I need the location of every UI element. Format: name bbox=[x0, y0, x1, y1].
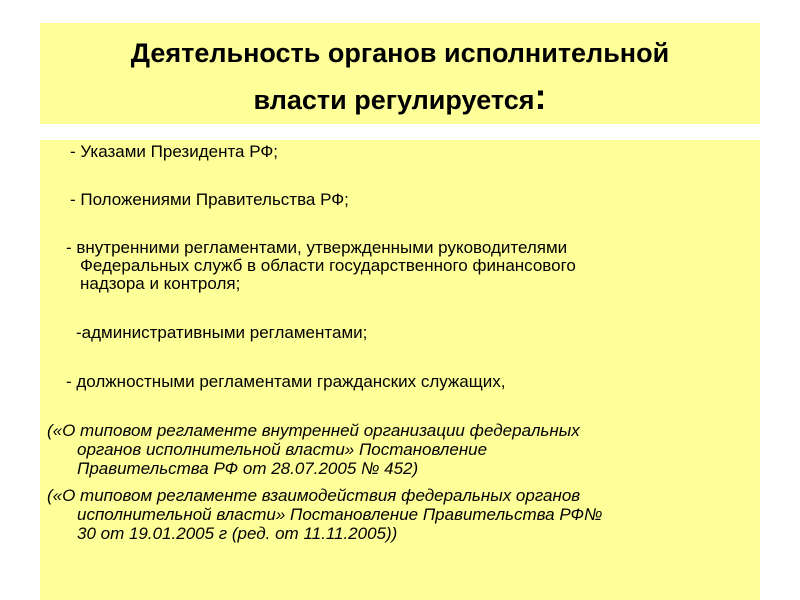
note-text-line-2: исполнительной власти» Постановление Правительства РФ№ bbox=[77, 505, 603, 524]
list-item-text: -административными регламентами; bbox=[76, 323, 368, 342]
note-text-line-3: Правительства РФ от 28.07.2005 № 452) bbox=[77, 459, 419, 478]
note-text-line-3: 30 от 19.01.2005 г (ред. от 11.11.2005)) bbox=[77, 524, 398, 543]
list-item-text: - должностными регламентами гражданских служащих, bbox=[66, 372, 506, 391]
list-item-government-regulations bbox=[70, 191, 349, 209]
slide-title-line-2-text: власти регулируется bbox=[253, 85, 535, 115]
list-item-text: - Положениями Правительства РФ; bbox=[70, 190, 349, 209]
note-text-line-1: («О типовом регламенте взаимодействия федеральных органов bbox=[47, 486, 581, 505]
list-item-text: - Указами Президента РФ; bbox=[70, 142, 279, 161]
list-item-internal-regulations bbox=[66, 239, 576, 293]
list-item-text-line-2: Федеральных служб в области государственного финансового bbox=[80, 256, 576, 275]
list-item-president-decrees bbox=[70, 143, 278, 161]
list-item-administrative-regulations bbox=[76, 324, 367, 342]
note-text-line-2: органов исполнительной власти» Постановление bbox=[77, 440, 488, 459]
list-item-job-regulations bbox=[66, 373, 505, 391]
slide-title-line-1: Деятельность органов исполнительной bbox=[130, 38, 670, 68]
list-item-text-line-1: - внутренними регламентами, утвержденными руководителями bbox=[66, 238, 568, 257]
slide-title-line-2 bbox=[40, 75, 760, 122]
title-banner bbox=[40, 23, 760, 124]
slide-title-colon: : bbox=[534, 76, 547, 117]
list-item-text-line-3: надзора и контроля; bbox=[80, 274, 241, 293]
note-interaction bbox=[47, 486, 602, 543]
note-internal-organization bbox=[47, 421, 580, 478]
content-panel bbox=[40, 140, 760, 600]
note-text-line-1: («О типовом регламенте внутренней организации федеральных bbox=[47, 421, 580, 440]
